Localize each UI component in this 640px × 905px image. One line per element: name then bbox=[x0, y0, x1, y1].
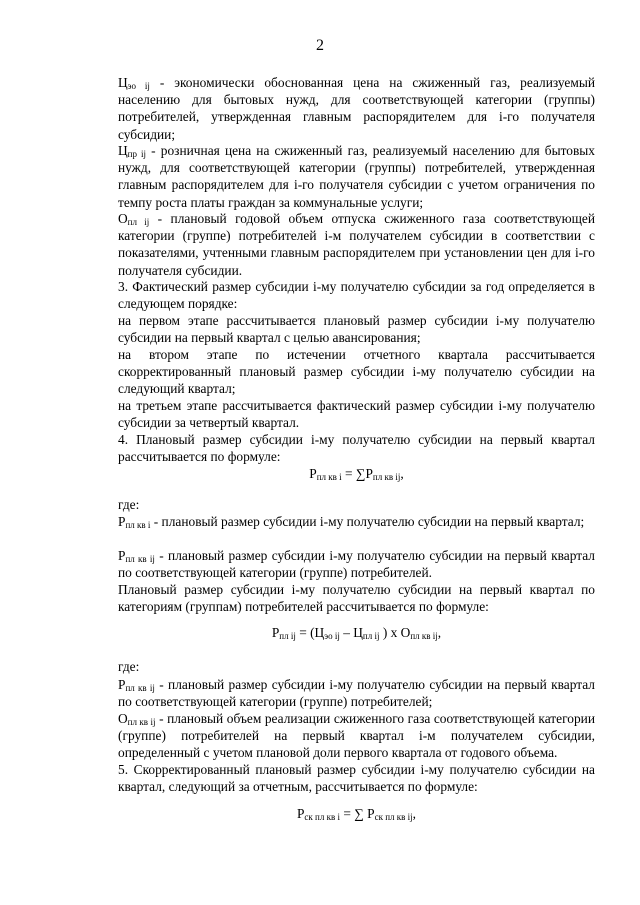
gde-label-1: где: bbox=[118, 497, 140, 512]
paragraph-stage-3: на третьем этапе рассчитывается фактический размер субсидии i-му получателю субсидии за четвертый квартал. bbox=[118, 398, 595, 431]
paragraph-plan-categories: Плановый размер субсидии i-му получателю субсидии на первый квартал по категориям (группам) потребителей рассчитывается по формуле: bbox=[118, 582, 595, 615]
paragraph-stage-2: на втором этапе по истечении отчетного квартала рассчитывается скорректированный плановый размер субсидии i-му получателю субсидии на следующий квартал; bbox=[118, 347, 595, 397]
formula-1: $Р_{пл кв i} = \sum Р_{пл кв ij}$, bbox=[309, 466, 404, 482]
paragraph-rplkvij: $Р_{пл кв ij}$ - плановый размер субсидии i-му получателю субсидии на первый квартал по соответствующей категории (группе) потребителей. bbox=[118, 548, 595, 581]
paragraph-rplkvi: $Р_{пл кв i}$ - плановый размер субсидии i-му получателю субсидии на первый квартал; bbox=[118, 514, 585, 530]
paragraph-opl: $О_{пл ij}$ - плановый годовой объем отпуска сжиженного газа соответствующей категории (группе) потребителей i-м получателем субсидии в соответствии с показателями, учтенными главным распорядителем при установлении цен для i-го получателя субсидии. bbox=[118, 211, 595, 278]
paragraph-4: 4. Плановый размер субсидии i-му получателю субсидии на первый квартал рассчитывается по формуле: bbox=[118, 432, 595, 465]
formula-2: $Р_{пл ij} = (Ц_{эо ij} - Ц_{пл ij}$ ) х $О_{пл кв ij}$, bbox=[271, 625, 442, 641]
paragraph-oplkvij: $О_{пл кв ij}$ - плановый объем реализации сжиженного газа соответствующей категории (группе) потребителей на первый квартал i-м получателем субсидии, определенный с учетом плановой доли первого квартала от годового объема. bbox=[118, 711, 595, 761]
paragraph-rplkvij-2: $Р_{пл кв ij}$ - плановый размер субсидии i-му получателю субсидии на первый квартал по соответствующей категории (группе) потребителей; bbox=[118, 677, 595, 710]
paragraph-stage-1: на первом этапе рассчитывается плановый размер субсидии i-му получателю субсидии на первый квартал с целью авансирования; bbox=[118, 313, 595, 346]
paragraph-5: 5. Скорректированный плановый размер субсидии i-му получателю субсидии на квартал, следующий за отчетным, рассчитывается по формуле: bbox=[118, 762, 595, 795]
paragraph-3: 3. Фактический размер субсидии i-му получателю субсидии за год определяется в следующем порядке: bbox=[118, 279, 595, 312]
paragraph-cpr: $Ц_{пр ij}$ - розничная цена на сжиженный газ, реализуемый населению для бытовых нужд, для соответствующей категории (группы) потребителей, утвержденная главным распорядителем для i-го получателя субсидии с учетом ограничения по темпу роста платы граждан за коммунальные услуги; bbox=[118, 143, 595, 210]
formula-3: $Р_{ск пл кв i}$ = ∑ $Р_{ск пл кв ij}$, bbox=[296, 806, 417, 822]
gde-label-2: где: bbox=[118, 659, 140, 674]
page-number: 2 bbox=[316, 37, 324, 54]
paragraph-ceo: $Ц_{эо ij}$ - экономически обоснованная цена на сжиженный газ, реализуемый населению для бытовых нужд, для соответствующей категории (группы) потребителей, утвержденная главным распорядителем для i-го получателя субсидии; bbox=[118, 75, 595, 142]
